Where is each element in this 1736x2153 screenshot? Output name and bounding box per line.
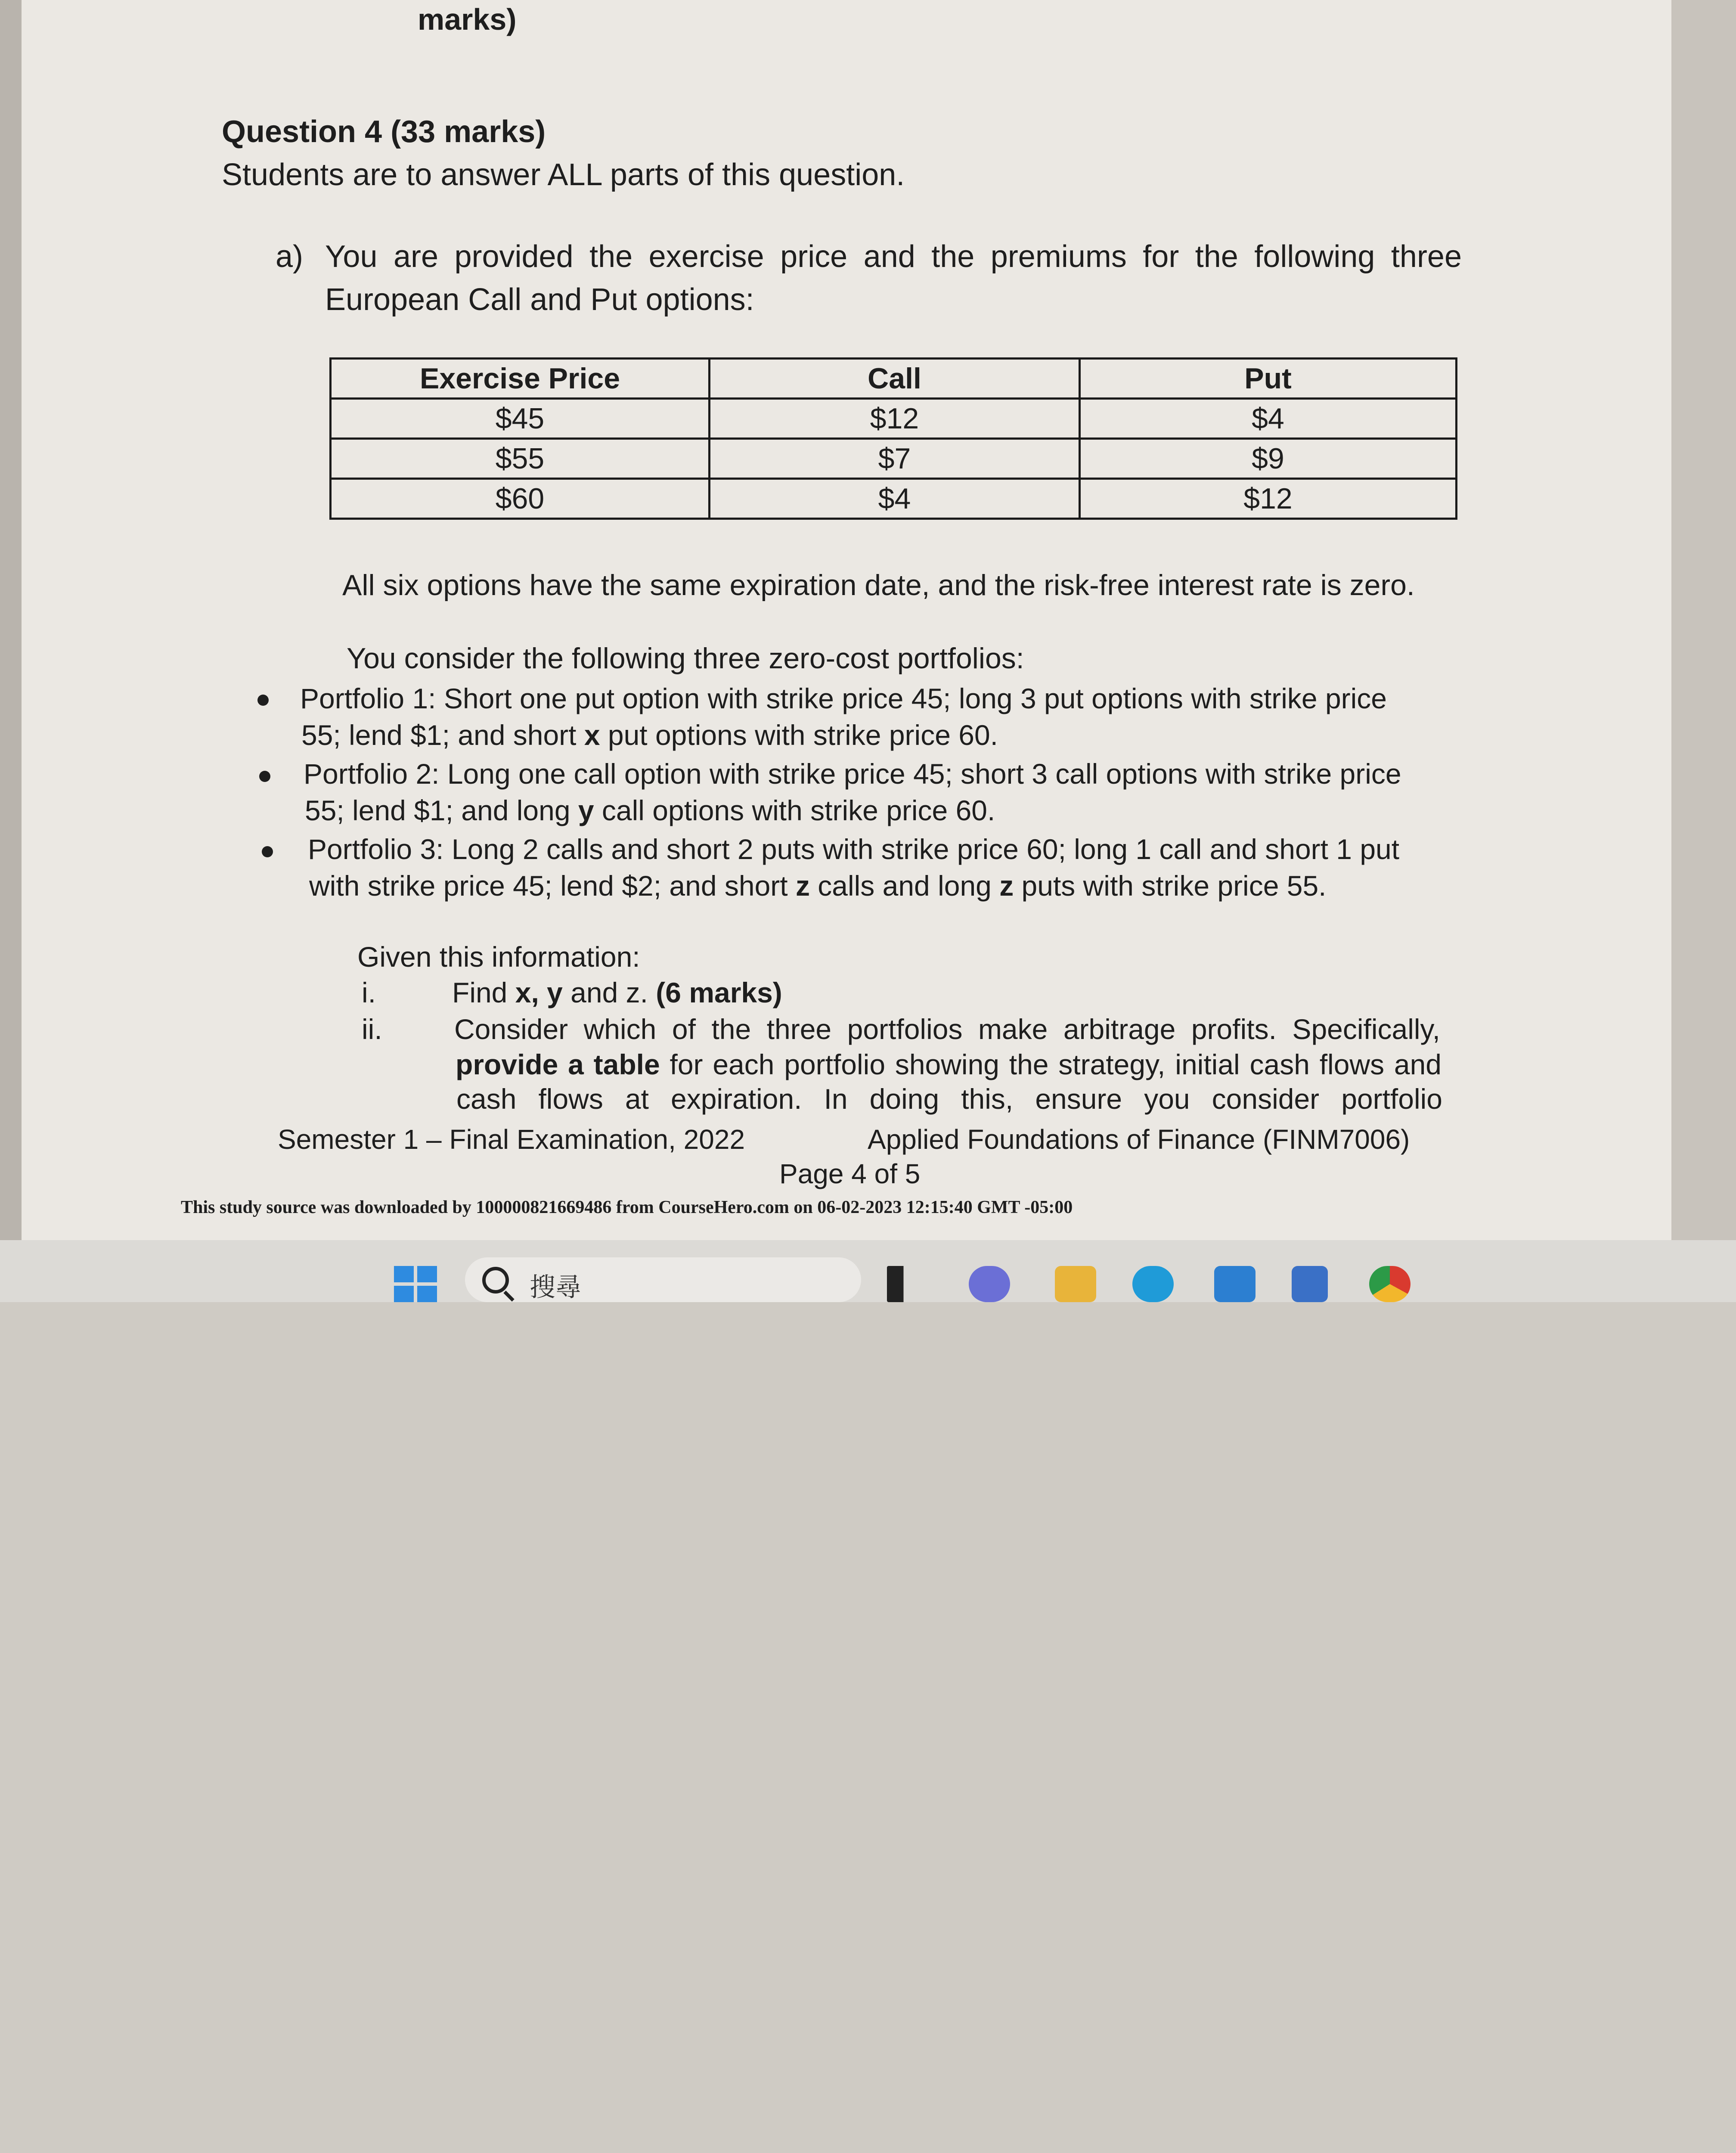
item-i-numeral: i. — [362, 977, 376, 1008]
portfolio-3-line2 — [309, 870, 1327, 903]
portfolio-1-text-a: 55; lend $1; and short — [301, 719, 584, 751]
item-i-text-b: and z. — [562, 977, 656, 1008]
item-ii-numeral: ii. — [362, 1013, 382, 1045]
bullet-icon — [262, 846, 273, 857]
part-a-intro-text: You are provided the exercise price and the premiums for the following three — [325, 239, 1462, 274]
cell-call: $4 — [710, 479, 1080, 519]
cell-exercise-price: $55 — [331, 439, 710, 479]
item-ii-bold: provide a table — [456, 1049, 660, 1080]
source-notice: This study source was downloaded by 100000821669486 from CourseHero.com on 06-02-2023 12:15:40 GMT -05:00 — [181, 1197, 1073, 1217]
part-a-intro-line1 — [325, 239, 1462, 275]
portfolio-2-text-a: 55; lend $1; and long — [305, 794, 578, 826]
cell-call: $7 — [710, 439, 1080, 479]
portfolio-2-line2 — [305, 794, 995, 827]
footer-semester: Semester 1 – Final Examination, 2022 — [278, 1124, 745, 1155]
windows-start-icon[interactable] — [394, 1266, 437, 1302]
item-ii-line2 — [456, 1049, 1442, 1081]
portfolio-3-text-c: puts with strike price 55. — [1014, 870, 1327, 902]
item-i-text-a: Find — [452, 977, 515, 1008]
portfolio-3-var2: z — [999, 870, 1014, 902]
bullet-icon — [257, 695, 269, 706]
store-icon[interactable] — [1292, 1266, 1328, 1302]
portfolio-1-line2 — [301, 719, 998, 752]
question-title: Question 4 (33 marks) — [222, 115, 546, 149]
search-placeholder: 搜尋 — [530, 1272, 581, 1303]
portfolio-2-line1: Portfolio 2: Long one call option with strike price 45; short 3 call options with strike price — [304, 758, 1401, 790]
part-a-label: a) — [276, 239, 304, 274]
item-ii-line2-rest: for each portfolio showing the strategy, initial cash flows and — [660, 1049, 1442, 1080]
item-ii-line1-text: Consider which of the three portfolios make arbitrage profits. Specifically, — [454, 1013, 1440, 1045]
item-ii-line1 — [454, 1013, 1440, 1046]
previous-question-marks: marks) — [418, 3, 517, 36]
monitor-bezel-right — [1671, 0, 1736, 1302]
part-a-intro-line2: European Call and Put options: — [325, 282, 754, 317]
document-page — [22, 0, 1671, 1240]
taskbar — [0, 1240, 1736, 1302]
given-information: Given this information: — [357, 941, 640, 973]
footer-course: Applied Foundations of Finance (FINM7006) — [868, 1124, 1410, 1155]
taskbar-search-box[interactable] — [465, 1257, 861, 1302]
table-row — [331, 399, 1457, 439]
edge-browser-icon[interactable] — [1132, 1266, 1174, 1302]
portfolio-1-line1: Portfolio 1: Short one put option with strike price 45; long 3 put options with strike price — [300, 683, 1387, 714]
portfolio-1-var: x — [584, 719, 600, 751]
chrome-icon[interactable] — [1369, 1266, 1410, 1302]
header-call: Call — [710, 359, 1080, 399]
portfolios-intro: You consider the following three zero-cost portfolios: — [347, 642, 1024, 675]
expiration-note: All six options have the same expiration date, and the risk-free interest rate is zero. — [342, 569, 1415, 602]
file-explorer-icon[interactable] — [1055, 1266, 1096, 1302]
options-table — [329, 357, 1457, 520]
mail-icon[interactable] — [1214, 1266, 1256, 1302]
header-put: Put — [1080, 359, 1457, 399]
header-exercise-price: Exercise Price — [331, 359, 710, 399]
cell-exercise-price: $45 — [331, 399, 710, 439]
item-ii-line3 — [456, 1083, 1442, 1116]
portfolio-3-text-b: calls and long — [809, 870, 1000, 902]
table-row — [331, 439, 1457, 479]
portfolio-3-text-a: with strike price 45; lend $2; and short — [309, 870, 796, 902]
table-row — [331, 479, 1457, 519]
monitor-bezel-left — [0, 0, 22, 1302]
cell-put: $4 — [1080, 399, 1457, 439]
portfolio-1-text-b: put options with strike price 60. — [600, 719, 998, 751]
item-i-text — [452, 977, 782, 1009]
item-i-bold: x, y — [515, 977, 563, 1008]
task-view-icon[interactable] — [887, 1266, 928, 1302]
teams-chat-icon[interactable] — [969, 1266, 1010, 1302]
portfolio-3-var: z — [795, 870, 810, 902]
portfolio-3-line1: Portfolio 3: Long 2 calls and short 2 puts with strike price 60; long 1 call and short 1 put — [308, 833, 1400, 865]
item-ii-line3-text: cash flows at expiration. In doing this, ensure you consider portfolio — [456, 1083, 1442, 1115]
portfolio-2-var: y — [578, 794, 594, 826]
cell-put: $9 — [1080, 439, 1457, 479]
footer-page-number: Page 4 of 5 — [779, 1158, 921, 1189]
cell-exercise-price: $60 — [331, 479, 710, 519]
question-instruction: Students are to answer ALL parts of this question. — [222, 158, 905, 192]
cell-put: $12 — [1080, 479, 1457, 519]
bullet-icon — [259, 771, 270, 782]
cell-call: $12 — [710, 399, 1080, 439]
item-ii-line2-text — [456, 1049, 1442, 1081]
portfolio-2-text-b: call options with strike price 60. — [594, 794, 995, 826]
search-icon — [482, 1267, 509, 1294]
table-header-row — [331, 359, 1457, 399]
item-i-marks: (6 marks) — [656, 977, 782, 1008]
